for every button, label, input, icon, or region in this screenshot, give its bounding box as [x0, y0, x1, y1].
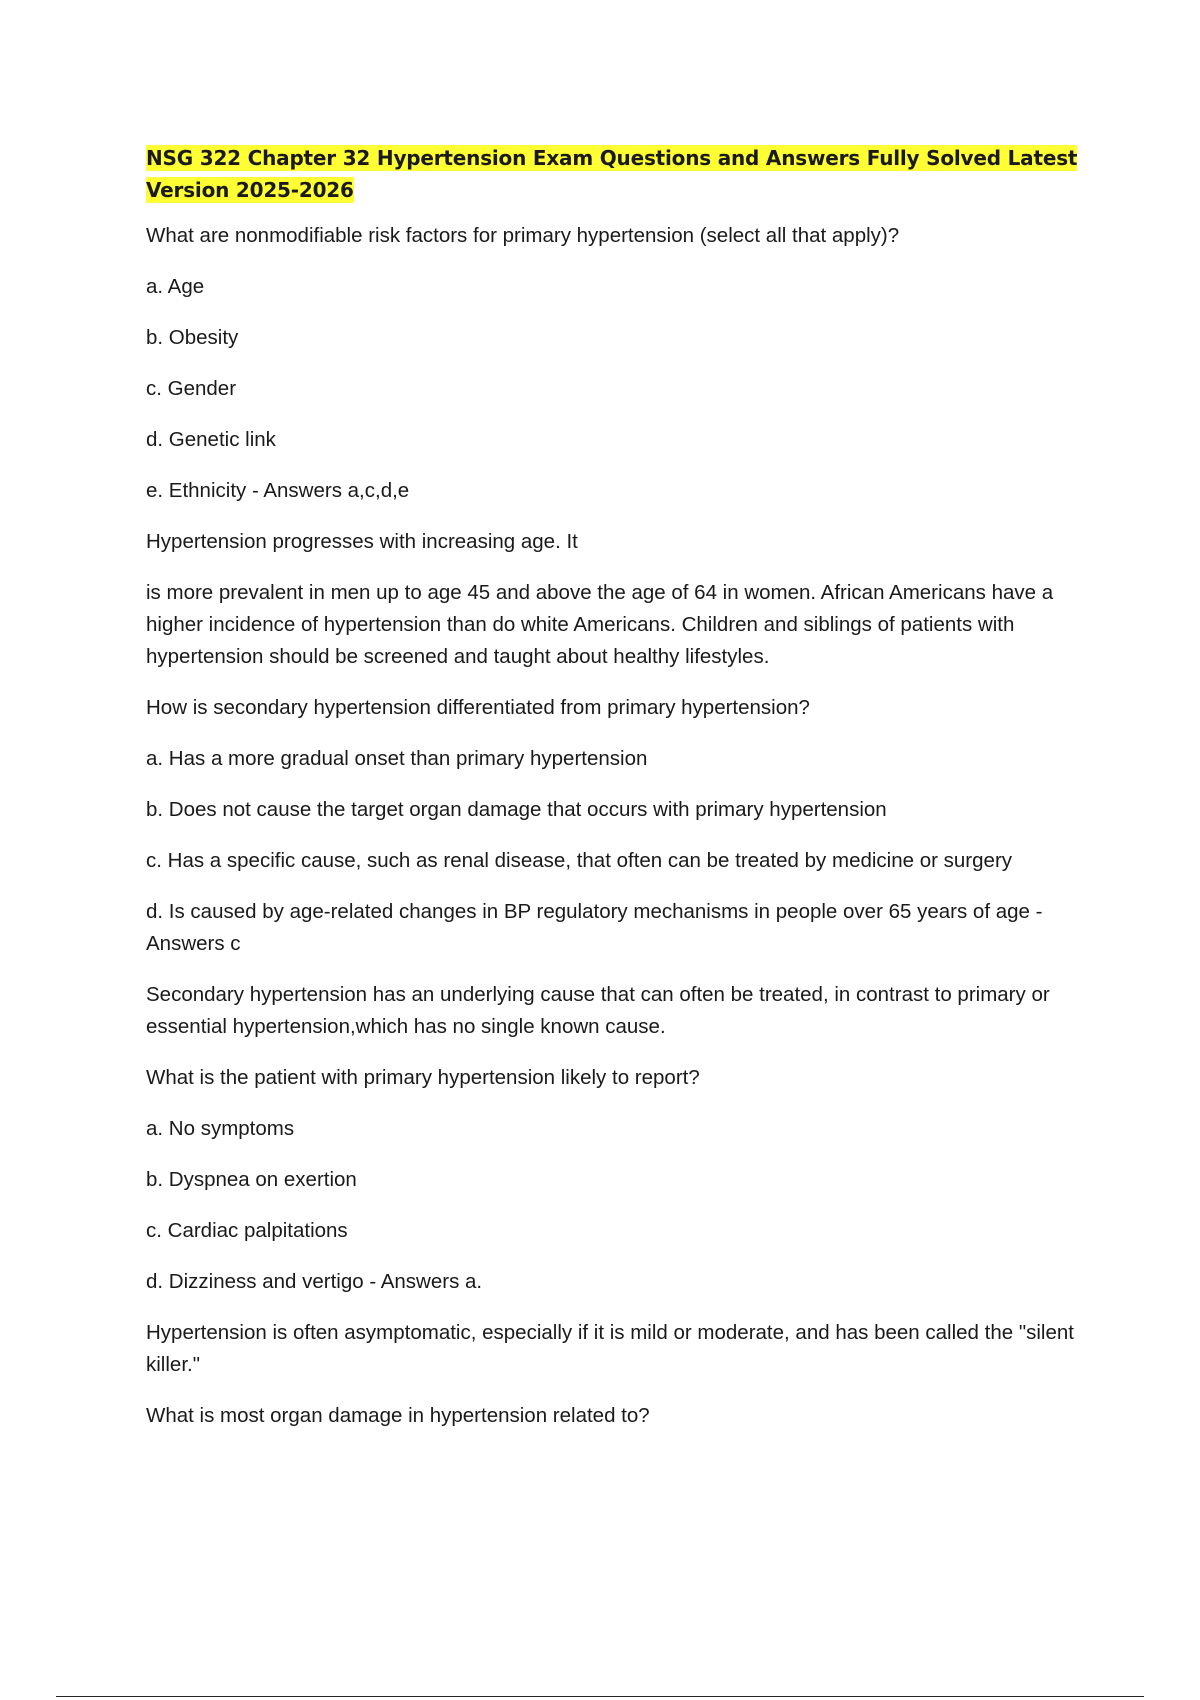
question-1: What are nonmodifiable risk factors for primary hypertension (select all that apply)?: [146, 224, 900, 247]
q1-option-e-answer: e. Ethnicity - Answers a,c,d,e: [146, 479, 410, 502]
q3-option-a: a. No symptoms: [146, 1117, 295, 1140]
q1-option-d: d. Genetic link: [146, 428, 276, 451]
q3-option-b: b. Dyspnea on exertion: [146, 1168, 357, 1191]
question-3: What is the patient with primary hypertension likely to report?: [146, 1066, 700, 1089]
q1-rationale-line: Hypertension progresses with increasing age. It: [146, 530, 578, 553]
q2-option-b: b. Does not cause the target organ damage that occurs with primary hypertension: [146, 798, 887, 821]
document-body: [146, 142, 1096, 1451]
q1-option-c: c. Gender: [146, 377, 237, 400]
q1-option-b: b. Obesity: [146, 326, 239, 349]
question-2: How is secondary hypertension differentiated from primary hypertension?: [146, 696, 810, 719]
q3-option-c: c. Cardiac palpitations: [146, 1219, 348, 1242]
q3-rationale: Hypertension is often asymptomatic, especially if it is mild or moderate, and has been called the "silent killer.": [146, 1321, 1074, 1376]
q3-option-d-answer: d. Dizziness and vertigo - Answers a.: [146, 1270, 483, 1293]
q1-rationale: is more prevalent in men up to age 45 and above the age of 64 in women. African Americans have a higher incidence of hypertension than do white Americans. Children and siblings of patients with hypertension should be screened and taught about healthy lifestyles.: [146, 581, 1054, 668]
q2-option-a: a. Has a more gradual onset than primary hypertension: [146, 747, 648, 770]
title-highlight: NSG 322 Chapter 32 Hypertension Exam Questions and Answers Fully Solved Latest Version 2025-2026: [146, 146, 1078, 202]
document-title: [146, 142, 1096, 206]
q1-option-a: a. Age: [146, 275, 205, 298]
q2-option-c: c. Has a specific cause, such as renal disease, that often can be treated by medicine or surgery: [146, 849, 1013, 872]
q2-option-d-answer: d. Is caused by age-related changes in BP regulatory mechanisms in people over 65 years of age - Answers c: [146, 900, 1043, 955]
q2-rationale: Secondary hypertension has an underlying cause that can often be treated, in contrast to primary or essential hypertension,which has no single known cause.: [146, 983, 1050, 1038]
footer-divider: [56, 1696, 1144, 1697]
question-4: What is most organ damage in hypertension related to?: [146, 1404, 650, 1427]
